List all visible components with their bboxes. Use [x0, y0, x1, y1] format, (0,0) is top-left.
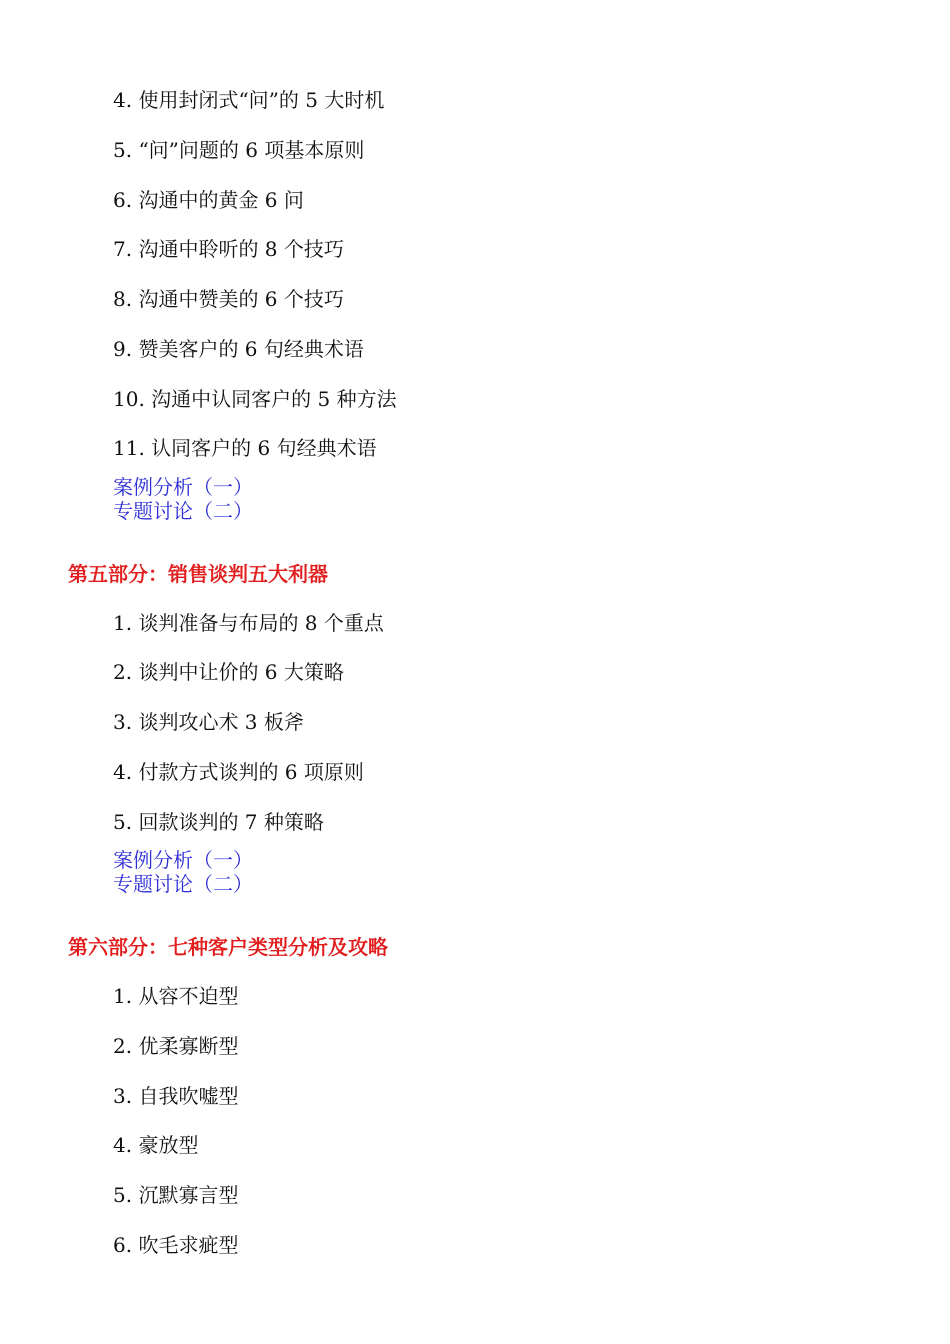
list-item: 6. 吹毛求疵型 — [113, 1233, 239, 1257]
list-item: 4. 豪放型 — [113, 1133, 199, 1157]
list-item: 10. 沟通中认同客户的 5 种方法 — [113, 387, 397, 411]
list-item: 3. 谈判攻心术 3 板斧 — [113, 710, 304, 734]
list-item: 4. 使用封闭式“问”的 5 大时机 — [113, 88, 385, 112]
list-item: 11. 认同客户的 6 句经典术语 — [113, 436, 377, 460]
topic-discussion-label: 专题讨论（二） — [113, 872, 253, 896]
list-item: 5. 回款谈判的 7 种策略 — [113, 810, 324, 834]
section-heading: 第六部分：七种客户类型分析及攻略 — [68, 935, 388, 959]
list-item: 4. 付款方式谈判的 6 项原则 — [113, 760, 364, 784]
case-analysis-label: 案例分析（一） — [113, 848, 253, 872]
section-heading: 第五部分：销售谈判五大利器 — [68, 562, 328, 586]
list-item: 3. 自我吹嘘型 — [113, 1084, 239, 1108]
list-item: 6. 沟通中的黄金 6 问 — [113, 188, 304, 212]
list-item: 2. 谈判中让价的 6 大策略 — [113, 660, 344, 684]
list-item: 8. 沟通中赞美的 6 个技巧 — [113, 287, 344, 311]
list-item: 7. 沟通中聆听的 8 个技巧 — [113, 237, 344, 261]
list-item: 9. 赞美客户的 6 句经典术语 — [113, 337, 364, 361]
list-item: 5. 沉默寡言型 — [113, 1183, 239, 1207]
list-item: 1. 从容不迫型 — [113, 984, 239, 1008]
list-item: 2. 优柔寡断型 — [113, 1034, 239, 1058]
topic-discussion-label: 专题讨论（二） — [113, 499, 253, 523]
list-item: 5. “问”问题的 6 项基本原则 — [113, 138, 365, 162]
case-analysis-label: 案例分析（一） — [113, 475, 253, 499]
list-item: 1. 谈判准备与布局的 8 个重点 — [113, 611, 384, 635]
